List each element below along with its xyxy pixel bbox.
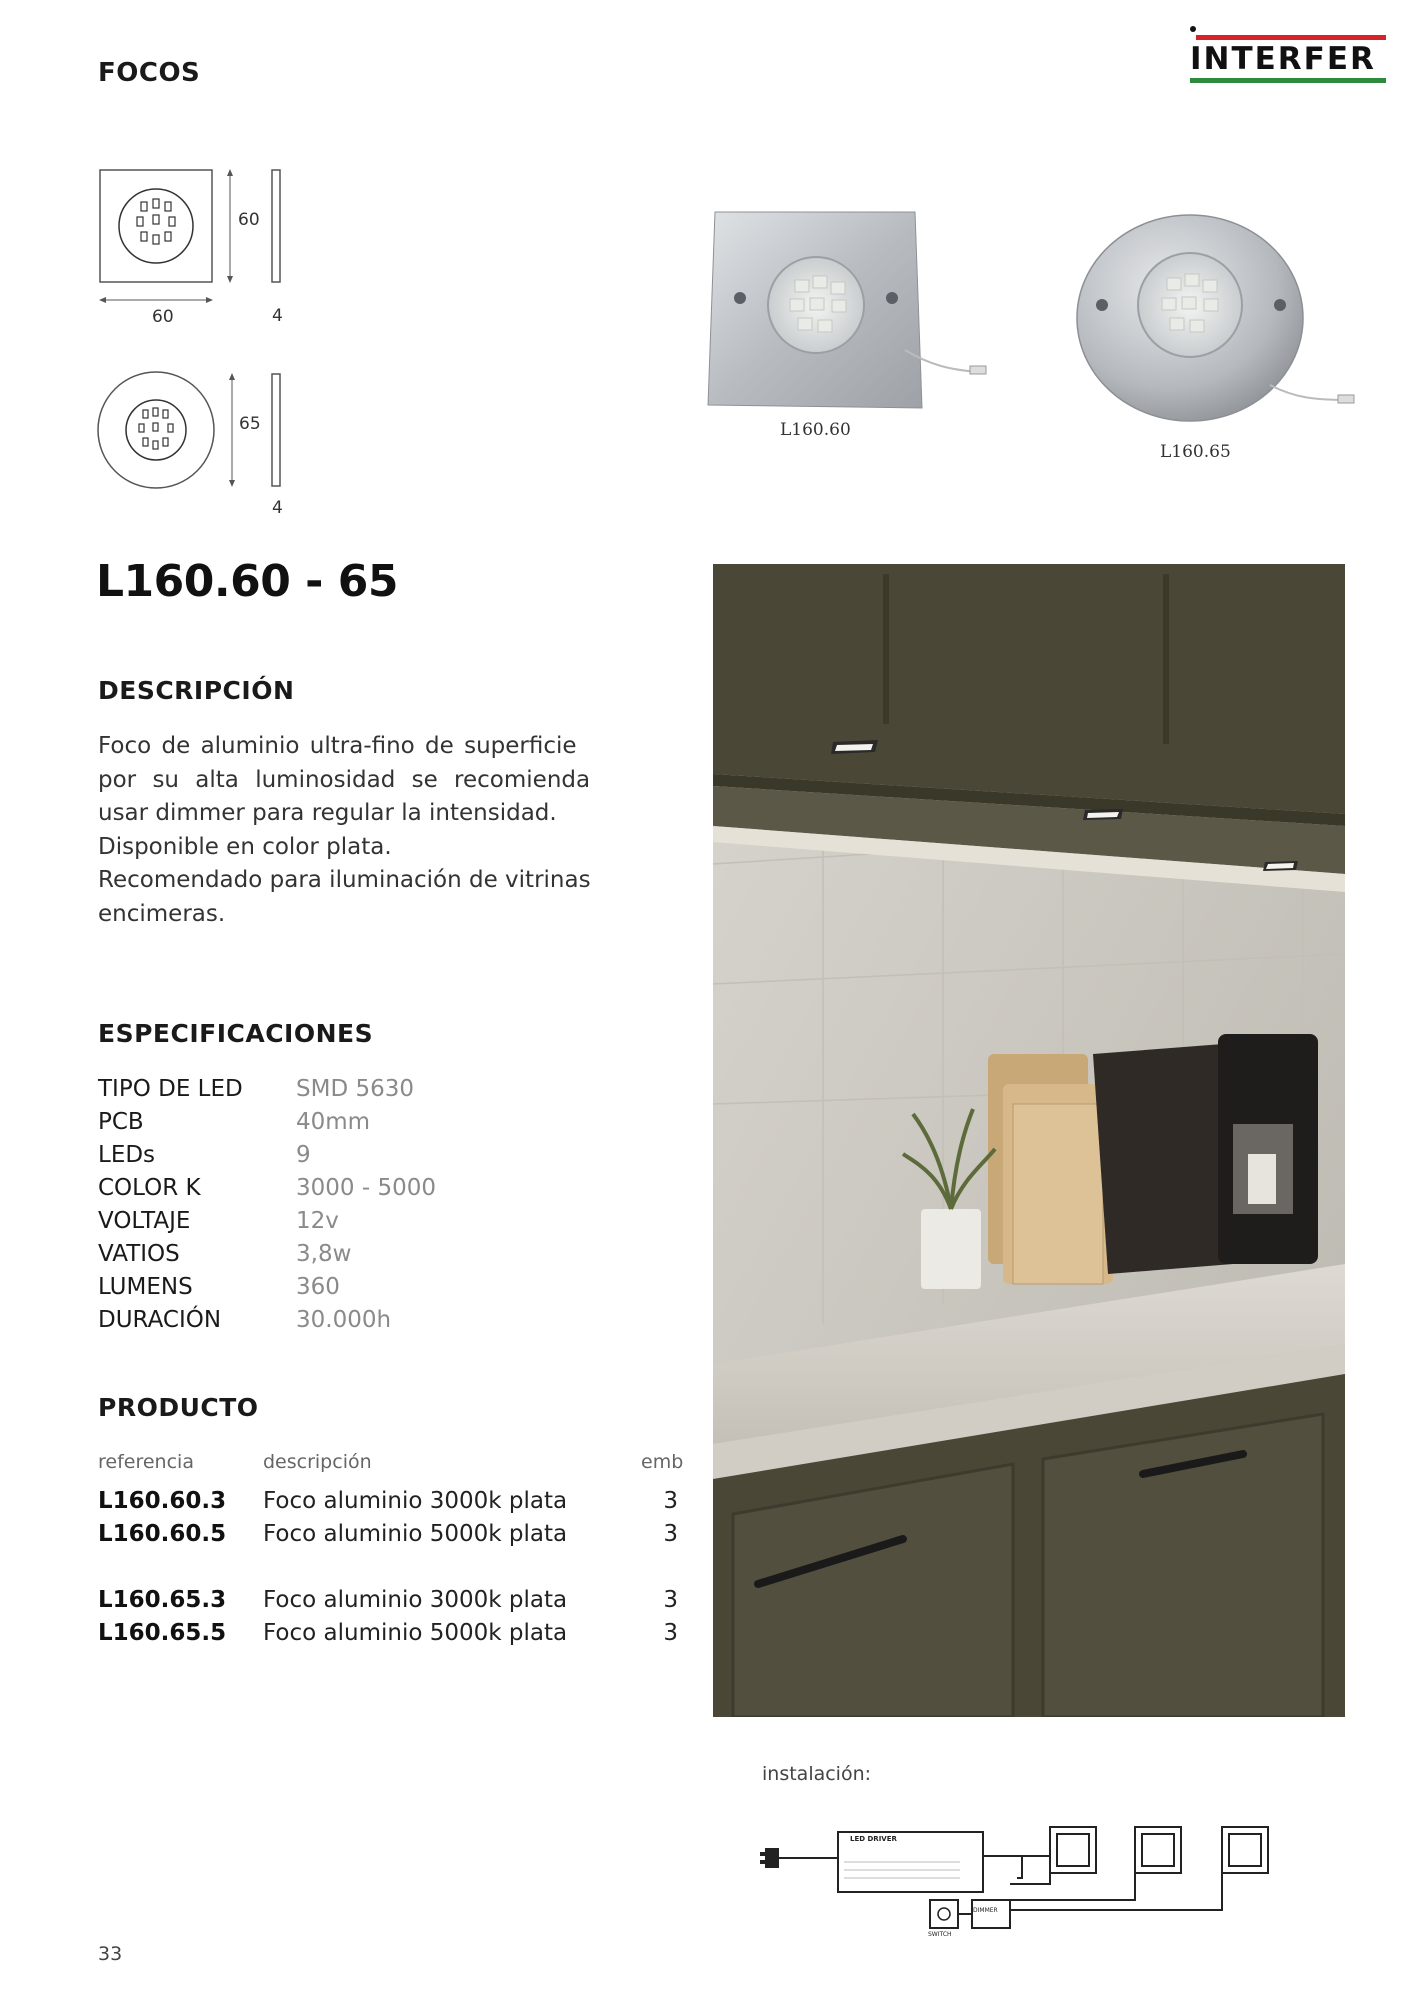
spec-value: 30.000h — [296, 1307, 392, 1333]
row-emb: 3 — [663, 1620, 678, 1646]
table-row — [98, 1488, 678, 1521]
table-row — [98, 1620, 678, 1653]
spec-key: VATIOS — [98, 1241, 180, 1267]
square-photo-caption: L160.60 — [780, 420, 851, 440]
spec-value: 9 — [296, 1142, 311, 1168]
spec-key: DURACIÓN — [98, 1307, 222, 1333]
page-number: 33 — [98, 1943, 123, 1965]
description-line: encimeras. — [98, 900, 226, 927]
description-line: usar dimmer para regular la intensidad. — [98, 800, 557, 826]
logo-dot — [1190, 26, 1196, 32]
description-line: Foco de aluminio ultra-fino de superficie — [98, 733, 577, 759]
row-emb: 3 — [663, 1488, 678, 1514]
col-header-desc: descripción — [263, 1451, 372, 1473]
row-desc: Foco aluminio 5000k plata — [263, 1620, 568, 1646]
row-desc: Foco aluminio 3000k plata — [263, 1587, 568, 1613]
row-emb: 3 — [663, 1587, 678, 1613]
spec-key: COLOR K — [98, 1175, 201, 1201]
dim-height: 60 — [238, 210, 260, 230]
row-ref: L160.60.5 — [98, 1521, 227, 1547]
round-photo-caption: L160.65 — [1160, 442, 1231, 462]
logo-green-bar — [1190, 78, 1386, 83]
square-spot-photo — [700, 200, 1020, 420]
installation-diagram — [760, 1820, 1280, 1940]
spec-key: LEDs — [98, 1142, 156, 1168]
row-ref: L160.60.3 — [98, 1488, 227, 1514]
round-spot-drawing — [90, 360, 310, 500]
row-desc: Foco aluminio 3000k plata — [263, 1488, 568, 1514]
spec-key: PCB — [98, 1109, 144, 1135]
spec-key: TIPO DE LED — [98, 1076, 243, 1102]
row-emb: 3 — [663, 1521, 678, 1547]
logo-red-bar — [1196, 35, 1386, 40]
description-body — [98, 730, 591, 931]
row-ref: L160.65.5 — [98, 1620, 227, 1646]
installation-label: instalación: — [762, 1763, 872, 1785]
table-row — [98, 1521, 678, 1554]
section-title: FOCOS — [98, 58, 201, 88]
specs-heading: ESPECIFICACIONES — [98, 1019, 374, 1048]
col-header-emb: emb — [641, 1451, 684, 1473]
driver-title: LED DRIVER — [850, 1835, 897, 1843]
spec-key: LUMENS — [98, 1274, 193, 1300]
spec-value: 40mm — [296, 1109, 371, 1135]
spec-value: SMD 5630 — [296, 1076, 414, 1102]
brand-name: INTERFER — [1190, 41, 1376, 77]
dim-depth-round: 4 — [272, 498, 283, 518]
row-ref: L160.65.3 — [98, 1587, 227, 1613]
description-line: por su alta luminosidad se recomienda — [98, 766, 591, 793]
description-line: Disponible en color plata. — [98, 833, 392, 860]
spec-key: VOLTAJE — [98, 1208, 191, 1234]
model-title: L160.60 - 65 — [96, 556, 398, 607]
round-spot-photo — [1070, 200, 1370, 430]
table-row — [98, 1587, 678, 1620]
spec-value: 3000 - 5000 — [296, 1175, 436, 1201]
spec-value: 12v — [296, 1208, 339, 1234]
description-heading: DESCRIPCIÓN — [98, 676, 295, 705]
dim-width: 60 — [152, 307, 174, 327]
dimmer-label: DIMMER — [973, 1907, 998, 1914]
spec-value: 360 — [296, 1274, 340, 1300]
col-header-ref: referencia — [98, 1451, 194, 1473]
description-line: Recomendado para iluminación de vitrinas — [98, 867, 591, 893]
product-heading: PRODUCTO — [98, 1393, 259, 1422]
dim-diameter: 65 — [239, 414, 261, 434]
row-desc: Foco aluminio 5000k plata — [263, 1521, 568, 1547]
switch-label: SWITCH — [928, 1931, 952, 1938]
kitchen-photo — [713, 564, 1345, 1717]
brand-logo — [1190, 26, 1386, 84]
dim-depth: 4 — [272, 306, 283, 326]
spec-value: 3,8w — [296, 1241, 352, 1267]
